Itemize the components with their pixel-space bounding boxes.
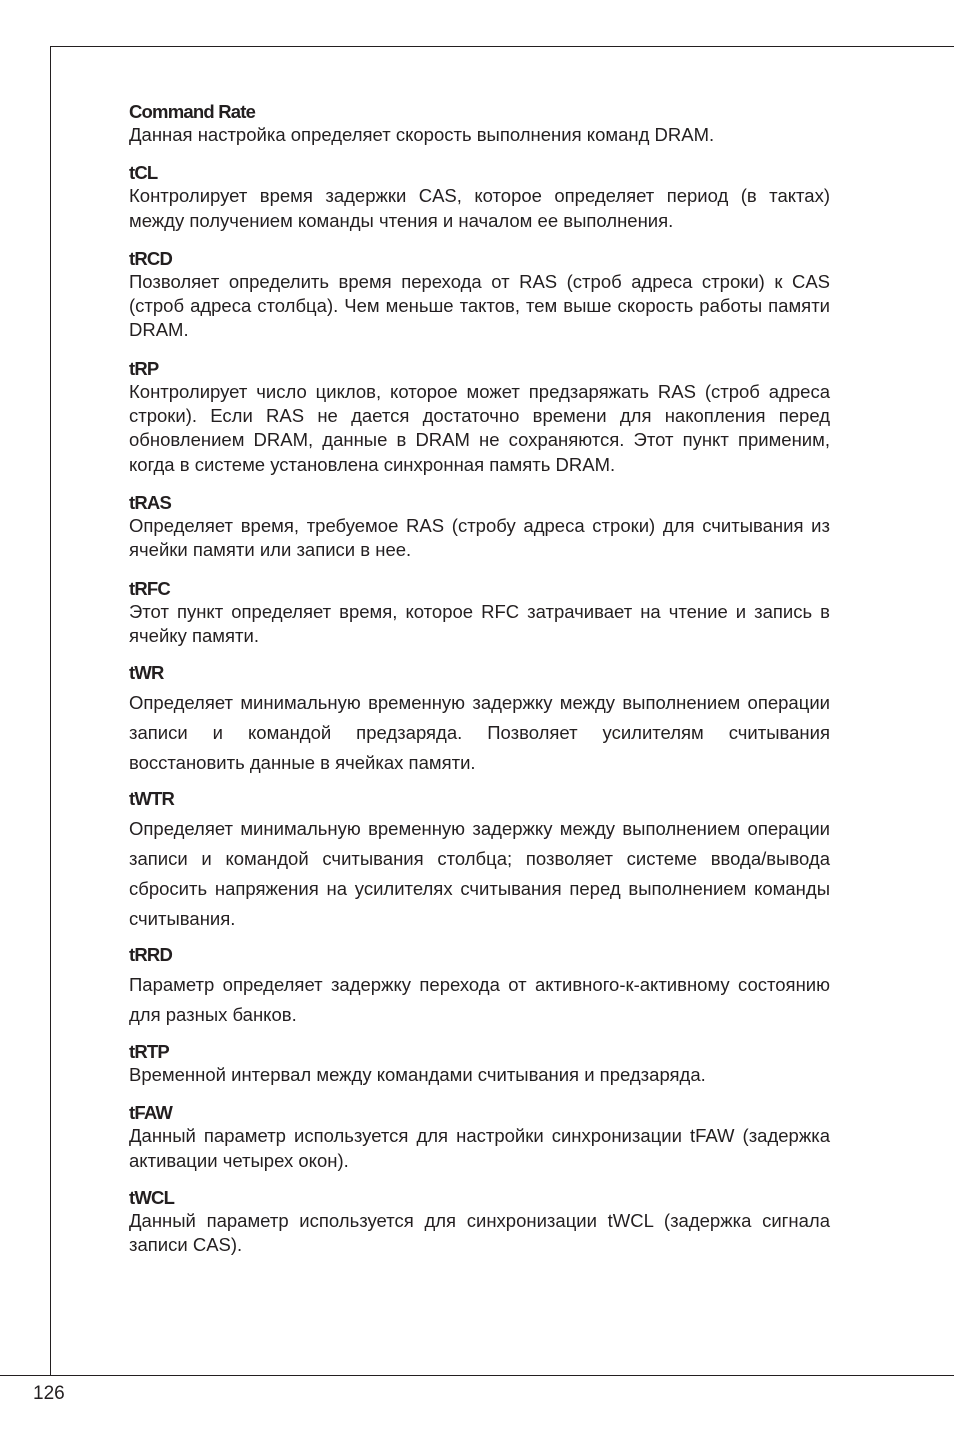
section-tras bbox=[129, 492, 830, 563]
document-content bbox=[129, 101, 830, 1258]
section-heading: tWTR bbox=[129, 788, 175, 810]
section-body: Контролирует время задержки CAS, которое определяет период (в тактах) между получением команды чтения и началом ее выполнения. bbox=[129, 185, 830, 231]
section-body: Данная настройка определяет скорость выполнения команд DRAM. bbox=[129, 124, 715, 145]
section-heading: tCL bbox=[129, 162, 158, 184]
page-frame-bottom-rule bbox=[0, 1375, 954, 1376]
section-twtr bbox=[129, 788, 830, 934]
section-trtp bbox=[129, 1041, 830, 1087]
section-trp bbox=[129, 358, 830, 477]
section-heading: Command Rate bbox=[129, 101, 256, 122]
section-body: Параметр определяет задержку перехода от активного-к-активному состоянию для разных банков. bbox=[129, 974, 830, 1026]
section-body: Определяет время, требуемое RAS (стробу адреса строки) для считывания из ячейки памяти или записи в нее. bbox=[129, 514, 830, 561]
section-trrd bbox=[129, 944, 830, 1030]
section-body: Контролирует число циклов, которое может предзаряжать RAS (строб адреса строки). Если RAS не дается достаточно времени для накопления перед обновлением DRAM, данные в DRAM не сохраняются. Этот пункт применим, когда в системе установлена синхронная память DRAM. bbox=[129, 380, 830, 475]
section-heading: tRFC bbox=[129, 577, 170, 599]
section-trcd bbox=[129, 248, 830, 343]
section-heading: tFAW bbox=[129, 1102, 173, 1124]
section-heading: tWCL bbox=[129, 1187, 175, 1209]
section-heading: tRP bbox=[129, 357, 159, 379]
section-twr bbox=[129, 662, 830, 778]
section-body: Определяет минимальную временную задержку между выполнением операции записи и командой предзаряда. Позволяет усилителям считывания восстановить данные в ячейках памяти. bbox=[129, 692, 830, 774]
page-number: 126 bbox=[33, 1383, 65, 1404]
section-tcl bbox=[129, 162, 830, 233]
section-body: Позволяет определить время перехода от RAS (строб адреса строки) к CAS (строб адреса столбца). Чем меньше тактов, тем выше скорость работы памяти DRAM. bbox=[129, 270, 830, 341]
section-heading: tRRD bbox=[129, 944, 173, 966]
section-heading: tRTP bbox=[129, 1041, 169, 1063]
section-body: Этот пункт определяет время, которое RFC затрачивает на чтение и запись в ячейку памяти. bbox=[129, 600, 830, 646]
section-body: Данный параметр используется для настройки синхронизации tFAW (задержка активации четырех окон). bbox=[129, 1125, 830, 1171]
section-body: Определяет минимальную временную задержку между выполнением операции записи и командой считывания столбца; позволяет системе ввода/вывода сбросить напряжения на усилителях считывания перед выполнением команды считывания. bbox=[129, 818, 830, 930]
section-body: Данный параметр используется для синхронизации tWCL (задержка сигнала записи CAS). bbox=[129, 1210, 830, 1256]
section-twcl bbox=[129, 1187, 830, 1258]
section-body: Временной интервал между командами считывания и предзаряда. bbox=[129, 1064, 706, 1086]
section-tfaw bbox=[129, 1102, 830, 1173]
section-command-rate bbox=[129, 101, 830, 147]
page-frame-left-rule bbox=[50, 46, 51, 1376]
section-heading: tWR bbox=[129, 662, 164, 684]
section-heading: tRCD bbox=[129, 247, 173, 269]
section-trfc bbox=[129, 578, 830, 649]
section-heading: tRAS bbox=[129, 491, 172, 513]
page-frame-top-rule bbox=[50, 46, 954, 47]
